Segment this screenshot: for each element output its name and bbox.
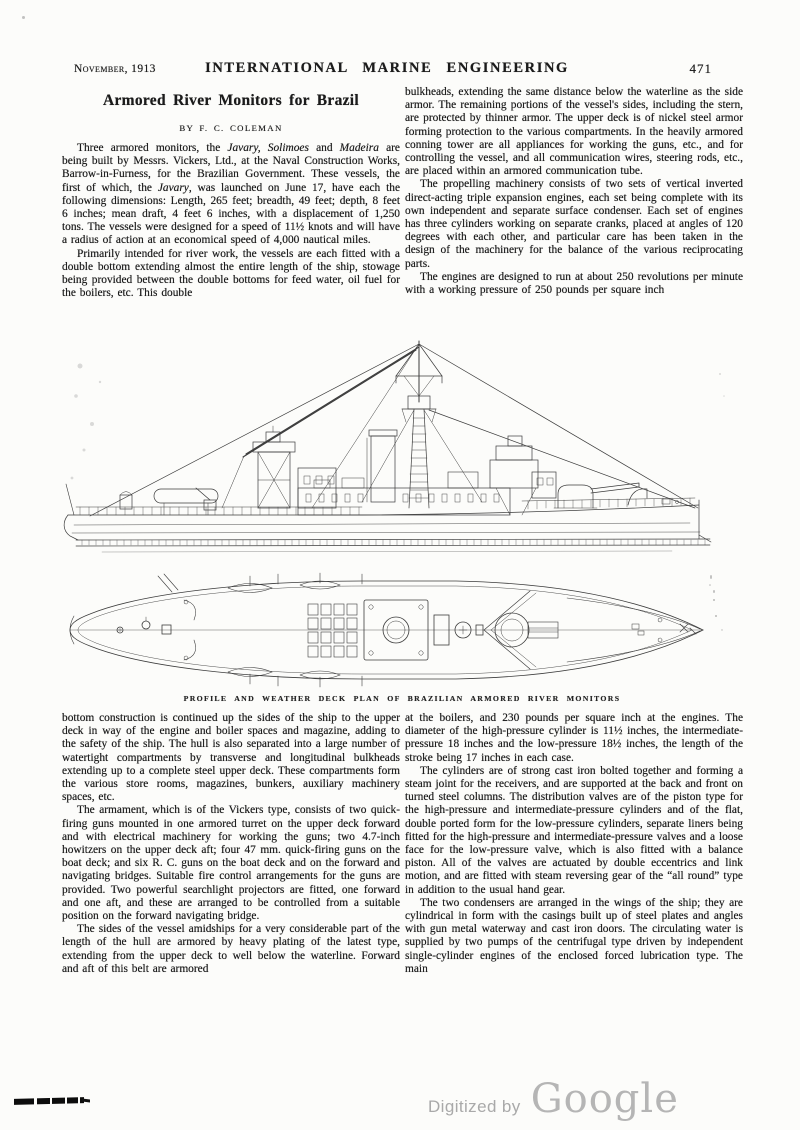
paragraph: Primarily intended for river work, the vessels are each fitted with a double bottom extending almost the entire length of the ship, stowage being provided between the double bottoms for feed water, oil fuel for the boilers, etc. This double [62, 247, 400, 300]
paragraph: The engines are designed to run at about 250 revolutions per minute with a working pressure of 250 pounds per square inch [405, 270, 743, 297]
text-column-right-bottom [405, 712, 743, 976]
paragraph: The propelling machinery consists of two sets of vertical inverted direct-acting triple expansion engines, each set being complete with its own independent and separate surface condenser. Each set of engines has three cylinders working on separate cranks, placed at angles of 120 degrees with each other, and particular care has been taken in the design of the machinery for the balance of the various reciprocating parts. [405, 178, 743, 270]
paragraph: bottom construction is continued up the sides of the ship to the upper deck in way of the engine and boiler spaces and magazine, adding to the safety of the ship. The hull is also separated into a large number of watertight compartments by transverse and longitudinal bulkheads extending up to a complete steel upper deck. These compartments form the various store rooms, magazines, bunkers, auxiliary machinery spaces, etc. [62, 712, 400, 804]
text-column-left-bottom [62, 712, 400, 976]
paragraph: Three armored monitors, the Javary, Solimoes and Madeira are being built by Messrs. Vickers, Ltd., at the Naval Construction Works, Barrow-in-Furness, for the Brazilian Government. These vessels, the first of which, the Javary, was launched on June 17, have each the following dimensions: Length, 265 feet; breadth, 49 feet; depth, 8 feet 6 inches; mean draft, 4 feet 6 inches, with a displacement of 1,250 tons. The vessels were designed for a speed of 11½ knots and will have a radius of action at an economical speed of 4,000 nautical miles. [62, 142, 401, 247]
figure-caption: PROFILE AND WEATHER DECK PLAN OF BRAZILIAN ARMORED RIVER MONITORS [183, 694, 621, 703]
paragraph: at the boilers, and 230 pounds per square inch at the engines. The diameter of the high-pressure cylinder is 11½ inches, the intermediate-pressure 18 inches and the low-pressure 18½ inches, the length of the stroke being 17 inches in each case. [405, 712, 743, 764]
paragraph: The sides of the vessel amidships for a very considerable part of the length of the hull are armored by heavy plating of the latest type, extending from the upper deck to well below the waterline. Forward and aft of this belt are armored [62, 923, 400, 975]
journal-title: INTERNATIONAL MARINE ENGINEERING [205, 60, 569, 76]
article-byline: BY F. C. COLEMAN [179, 123, 283, 133]
scan-speckles [709, 584, 723, 630]
page-number: 471 [689, 61, 712, 76]
digitization-watermark [428, 1076, 679, 1122]
paragraph: bulkheads, extending the same distance below the waterline as the side armor. The remaining portions of the vessel's sides, including the stern, are protected by thinner armor. The upper deck is of nickel steel armor forming protection to the various compartments. In the heavily armored conning tower are all appliances for working the guns, etc., and for controlling the vessel, and all communication wires, steering rods, etc., are placed within an armored communication tube. [405, 86, 743, 178]
header-date: November, 1913 [74, 63, 156, 75]
ship-profile-drawing [64, 341, 711, 552]
paragraph: The two condensers are arranged in the wings of the ship; they are cylindrical in form with the casings built up of steel plates and angles with gun metal waterway and cast iron doors. The circulating water is supplied by two pumps of the centrifugal type driven by independent single-cylinder engines of the enclosed forced lubrication type. The main [405, 896, 743, 975]
page-header [62, 60, 712, 80]
text-column-right-top [405, 86, 743, 297]
digitized-by-text: Digitized by [428, 1097, 521, 1116]
google-logo: Google [530, 1076, 679, 1122]
scan-speck [710, 575, 712, 579]
scan-artifact-mark [14, 1097, 84, 1105]
scan-speck [713, 590, 715, 593]
paragraph: The cylinders are of strong cast iron bolted together and forming a steam joint for the receivers, and are supported at the back and front on turned steel columns. The distribution valves are of the piston type for the high-pressure and intermediate-pressure cylinders and of the flat, double ported form for the low-pressure cylinders, separate liners being fitted for the high-pressure and intermediate-pressure valves and a loose face for the low-pressure valve, which is also fitted with a balance piston. All of the valves are actuated by double eccentrics and link motion, and are fitted with steam reversing gear of the “all round” type in addition to the usual hand gear. [405, 764, 743, 896]
ship-figure [62, 338, 742, 710]
scan-speck [22, 16, 25, 19]
ship-drawing [62, 338, 742, 688]
scan-speckles [71, 364, 725, 480]
article-header [62, 92, 400, 133]
article-title: Armored River Monitors for Brazil [102, 92, 360, 109]
text-column-left-top [62, 142, 400, 300]
ship-deck-plan-drawing [70, 573, 703, 687]
paragraph: The armament, which is of the Vickers type, consists of two quick-firing guns mounted in one armored turret on the upper deck forward and with electrical machinery for working the guns; two 4.7-inch howitzers on the upper deck aft; four 47 mm. quick-firing guns on the boat deck; and six R. C. guns on the boat deck and on the forward and navigating bridges. Suitable fire control arrangements for the guns are provided. Two powerful searchlight projectors are fitted, one forward and one aft, and these are arranged to be controlled from a suitable position on the forward navigating bridge. [62, 804, 400, 923]
